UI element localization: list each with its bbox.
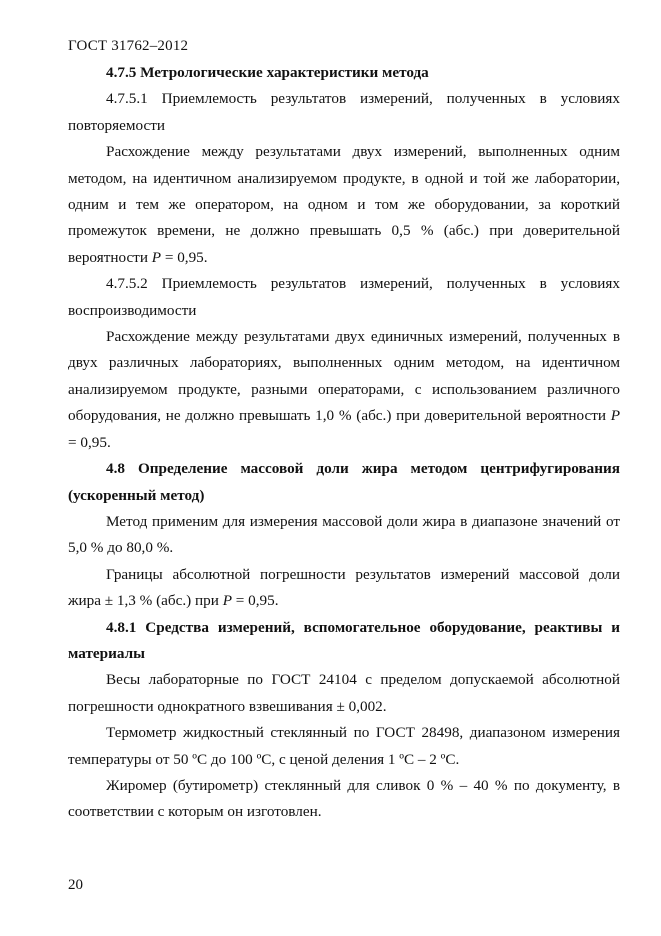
section-heading-4-8: 4.8 Определение массовой доли жира методом центрифугирования (ускоренный метод) (68, 460, 620, 504)
section-heading-4-7-5: 4.7.5 Метрологические характеристики метода (106, 64, 429, 81)
paragraph-error-limits (68, 562, 620, 615)
paragraph-repeatability (68, 139, 620, 271)
equipment-item-butyrometer: Жиромер (бутирометр) стеклянный для сливок 0 % – 40 % по документу, в соответствии с которым он изготовлен. (68, 776, 620, 821)
page-number: 20 (68, 877, 83, 893)
probability-symbol: P (222, 592, 232, 610)
document-body (68, 60, 620, 826)
equipment-item-thermometer: Термометр жидкостный стеклянный по ГОСТ 28498, диапазоном измерения температуры от 50 ºС до 100 ºС, с ценой деления 1 ºС – 2 ºС. (68, 724, 620, 768)
document-header: ГОСТ 31762–2012 (68, 38, 189, 54)
probability-symbol: P (151, 248, 162, 266)
paragraph-repeatability-text: Расхождение между результатами двух измерений, выполненных одним методом, на идентичном анализируемом продукте, в одной и той же лаборатории, одним и тем же оператором, на одном и том же оборудовании, за короткий промежуток времени, не должно превышать 0,5 % (абс.) при доверительной вероятности (68, 143, 620, 266)
paragraph-method-range: Метод применим для измерения массовой доли жира в диапазоне значений от 5,0 % до 80,0 %. (68, 512, 620, 557)
equipment-item-scales: Весы лабораторные по ГОСТ 24104 с пределом допускаемой абсолютной погрешности однократного взвешивания ± 0,002. (68, 671, 620, 715)
section-heading-4-8-1: 4.8.1 Средства измерений, вспомогательное оборудование, реактивы и материалы (68, 618, 620, 662)
section-heading-4-7-5-1: 4.7.5.1 Приемлемость результатов измерений, полученных в условиях повторяемости (68, 90, 620, 134)
section-heading-4-7-5-2: 4.7.5.2 Приемлемость результатов измерений, полученных в условиях воспроизводимости (68, 275, 620, 319)
probability-value: = 0,95. (161, 248, 208, 266)
paragraph-reproducibility (68, 324, 620, 456)
probability-symbol: P (610, 407, 620, 425)
paragraph-reproducibility-text: Расхождение между результатами двух единичных измерений, полученных в двух различных лабораториях, выполненных одним методом, на идентичном анализируемом продукте, разными операторами, с использованием различного оборудования, не должно превышать 1,0 % (абс.) при доверительной вероятности (68, 328, 620, 425)
probability-value: = 0,95. (231, 592, 279, 610)
paragraph-error-limits-text: Границы абсолютной погрешности результатов измерений массовой доли жира ± 1,3 % (абс.) при (68, 565, 620, 610)
probability-value: = 0,95. (68, 433, 111, 451)
